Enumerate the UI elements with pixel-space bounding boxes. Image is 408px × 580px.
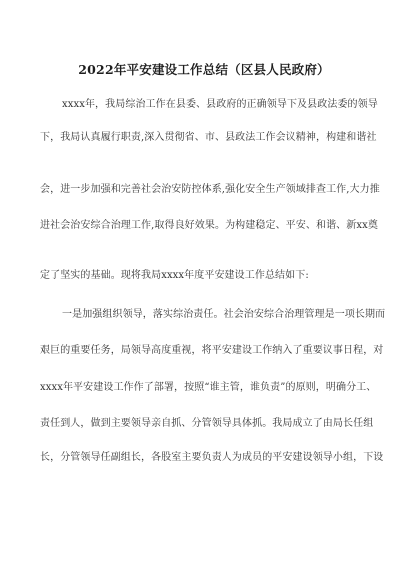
paragraph-2-line-4: 责任到人，做到主要领导亲自抓、分管领导具体抓。我局成立了由局长任组	[40, 418, 374, 429]
paragraph-2-line-2: 艰巨的重要任务，局领导高度重视，将平安建设工作纳入了重要议事日程，对	[40, 345, 384, 356]
paragraph-1-line-3: 会，进一步加强和完善社会治安防控体系,强化安全生产领域排查工作,大力推	[40, 184, 380, 195]
paragraph-1-line-5: 定了坚实的基础。现将我局xxxx年度平安建设工作总结如下:	[40, 270, 309, 281]
document-title: 2022年平安建设工作总结（区县人民政府）	[78, 62, 330, 77]
paragraph-2-line-3: xxxx年平安建设工作作了部署，按照“谁主管，谁负责”的原则，明确分工、	[40, 382, 377, 393]
paragraph-1-line-1: xxxx年，我局综治工作在县委、县政府的正确领导下及县政法委的领导	[62, 99, 378, 110]
paragraph-1-line-2: 下，我局认真履行职责,深入贯彻省、市、县政法工作会议精神，构建和谐社	[40, 132, 377, 143]
paragraph-1-line-4: 进社会治安综合治理工作,取得良好效果。为构建稳定、平安、和谐、新xx奠	[40, 220, 378, 231]
paragraph-2-line-5: 长，分管领导任副组长，各股室主要负责人为成员的平安建设领导小组，下设	[40, 452, 384, 463]
paragraph-2-line-1: 一是加强组织领导，落实综治责任。社会治安综合治理管理是一项长期而	[62, 309, 386, 320]
